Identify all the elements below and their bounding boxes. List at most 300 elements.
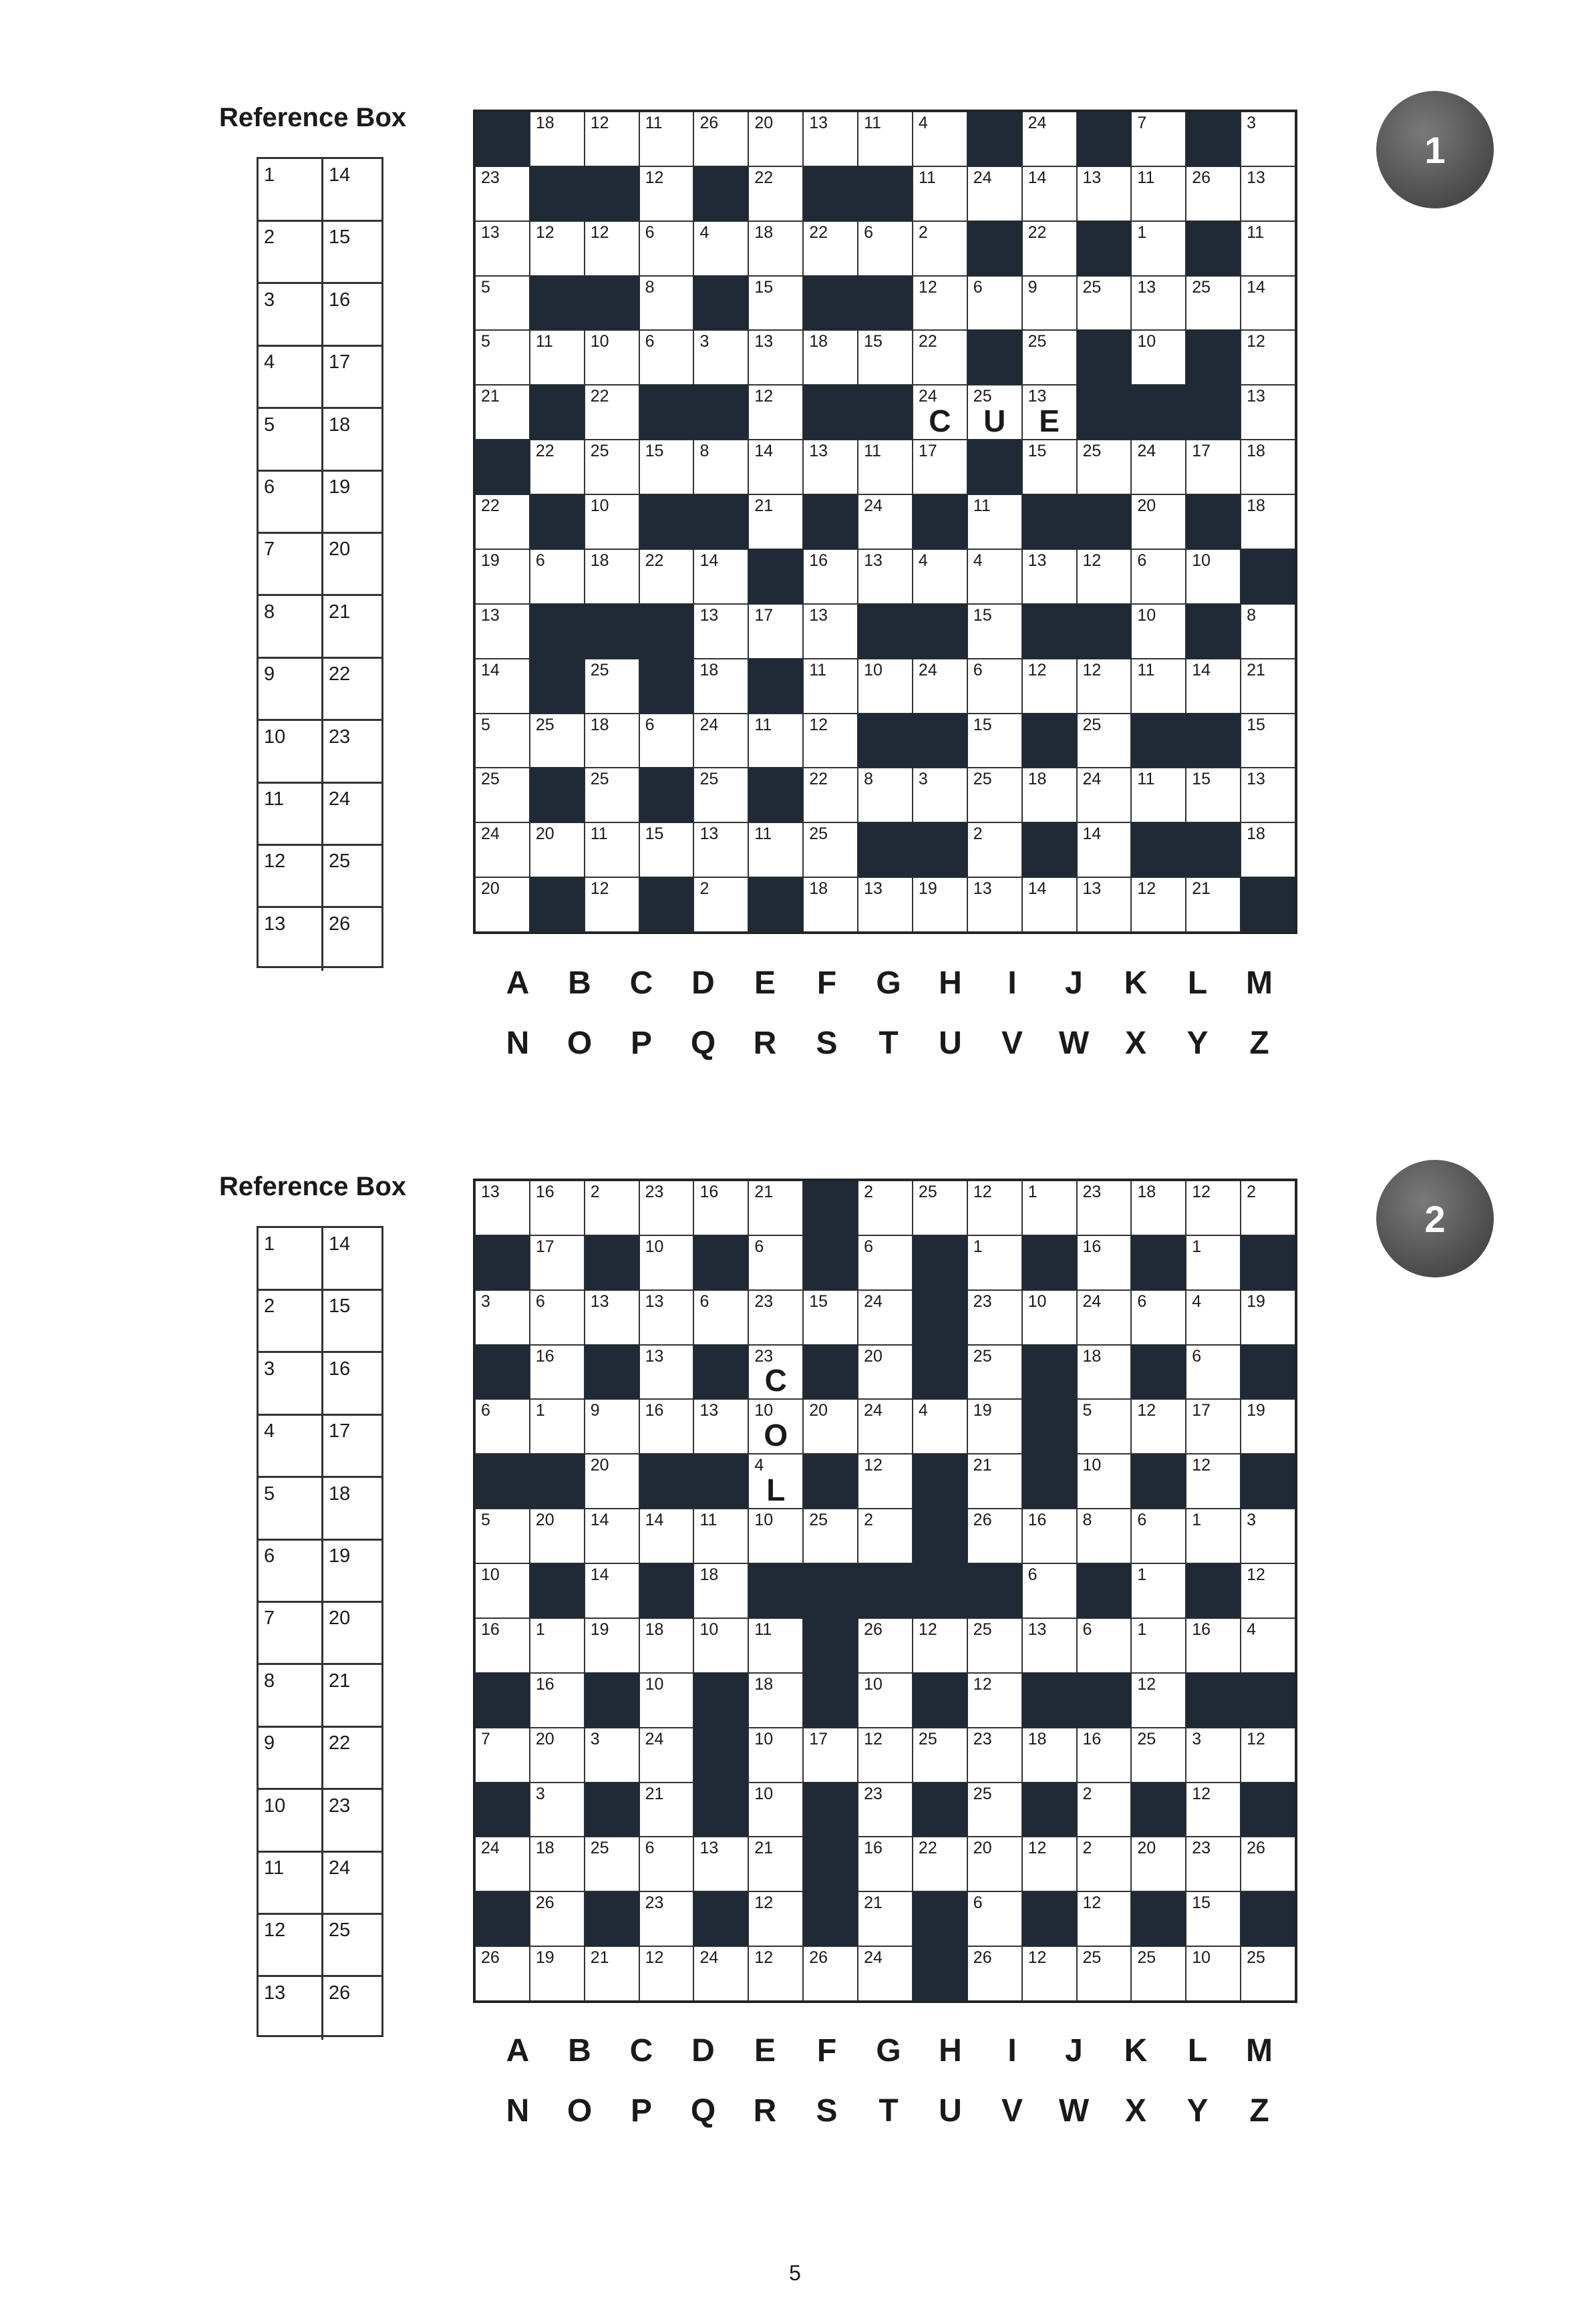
grid-cell[interactable] [693,1509,748,1563]
grid-cell[interactable] [803,1399,858,1454]
grid-cell[interactable] [693,822,748,877]
grid-cell[interactable] [967,1509,1022,1563]
grid-cell[interactable] [475,221,530,276]
grid-cell[interactable] [639,1345,694,1400]
grid-cell[interactable] [748,166,803,221]
grid-cell[interactable] [639,1891,694,1946]
grid-cell[interactable] [1186,768,1241,822]
reference-cell[interactable]: 15 [321,1290,385,1351]
grid-cell[interactable] [1186,877,1241,932]
grid-cell[interactable] [858,1783,913,1837]
grid-cell[interactable] [1022,330,1077,385]
grid-cell[interactable] [1022,221,1077,276]
grid-cell[interactable] [1241,221,1295,276]
grid-cell[interactable] [1241,1181,1295,1235]
grid-cell[interactable] [530,440,585,494]
grid-cell[interactable] [1241,714,1295,768]
grid-cell[interactable] [1131,1563,1186,1618]
grid-cell[interactable] [475,768,530,822]
grid-cell[interactable] [585,330,639,385]
grid-cell[interactable] [748,221,803,276]
grid-cell[interactable] [1241,1509,1295,1563]
reference-cell[interactable]: 24 [321,1852,385,1913]
grid-cell[interactable] [530,1235,585,1290]
grid-cell[interactable] [475,1728,530,1783]
grid-cell[interactable] [858,494,913,549]
grid-cell[interactable] [1186,659,1241,714]
grid-cell[interactable] [913,1399,967,1454]
grid-cell[interactable] [1186,1181,1241,1235]
grid-cell[interactable] [748,1728,803,1783]
alphabet-letter[interactable]: B [568,965,591,1001]
grid-cell[interactable] [475,1837,530,1891]
grid-cell[interactable] [1131,1728,1186,1783]
grid-cell[interactable] [967,1673,1022,1728]
grid-cell[interactable] [803,1728,858,1783]
grid-cell[interactable] [639,549,694,604]
grid-cell[interactable] [693,1618,748,1673]
grid-cell[interactable] [858,112,913,166]
grid-cell[interactable] [639,1728,694,1783]
grid-cell[interactable] [1022,440,1077,494]
grid-cell[interactable] [475,1290,530,1345]
grid-cell[interactable] [1241,166,1295,221]
grid-cell[interactable] [530,714,585,768]
reference-cell[interactable]: 7 [264,539,275,561]
alphabet-letter[interactable]: U [939,1026,962,1061]
grid-cell[interactable] [475,1399,530,1454]
reference-cell[interactable]: 1 [264,164,275,186]
grid-cell[interactable] [858,1509,913,1563]
grid-cell[interactable] [1131,659,1186,714]
grid-cell[interactable] [1077,549,1132,604]
grid-cell[interactable] [913,1618,967,1673]
grid-cell[interactable] [858,549,913,604]
alphabet-letter[interactable]: X [1124,1026,1146,1061]
reference-cell[interactable]: 17 [321,1415,385,1476]
grid-cell[interactable] [803,330,858,385]
grid-cell[interactable] [1241,330,1295,385]
grid-cell[interactable] [858,1235,913,1290]
grid-cell[interactable] [803,768,858,822]
grid-cell[interactable] [693,1290,748,1345]
grid-cell[interactable] [639,1290,694,1345]
grid-cell[interactable] [858,1837,913,1891]
grid-cell[interactable] [1186,166,1241,221]
alphabet-letter[interactable]: N [506,2093,530,2129]
grid-cell[interactable] [585,440,639,494]
grid-cell[interactable] [1077,1399,1132,1454]
alphabet-letter[interactable]: C [629,2033,653,2068]
grid-cell[interactable] [1131,1618,1186,1673]
grid-cell[interactable] [475,1618,530,1673]
grid-cell[interactable] [475,385,530,440]
grid-cell[interactable] [530,1728,585,1783]
grid-cell[interactable] [1077,1235,1132,1290]
grid-cell[interactable] [748,494,803,549]
grid-cell[interactable] [748,112,803,166]
grid-cell[interactable] [967,659,1022,714]
grid-cell[interactable] [1241,112,1295,166]
grid-cell[interactable] [967,494,1022,549]
reference-cell[interactable]: 16 [321,284,385,345]
grid-cell[interactable] [803,822,858,877]
alphabet-letter[interactable]: B [568,2033,591,2068]
grid-cell[interactable] [585,1563,639,1618]
alphabet-letter[interactable]: F [816,2033,837,2068]
grid-cell[interactable] [803,440,858,494]
grid-cell[interactable] [1131,1837,1186,1891]
reference-cell[interactable]: 5 [264,414,275,436]
grid-cell[interactable] [585,1837,639,1891]
reference-cell[interactable]: 3 [264,289,275,311]
grid-cell[interactable] [748,1783,803,1837]
alphabet-letter[interactable]: T [879,1026,899,1061]
alphabet-letter[interactable]: O [567,2093,593,2129]
grid-cell[interactable] [1186,276,1241,331]
alphabet-letter[interactable]: J [1065,965,1083,1001]
alphabet-letter[interactable]: C [629,965,653,1001]
reference-cell[interactable]: 26 [321,1977,385,2040]
alphabet-letter[interactable]: Z [1249,1026,1269,1061]
grid-cell[interactable] [1077,1454,1132,1509]
grid-cell[interactable] [1022,549,1077,604]
grid-cell[interactable] [1131,1399,1186,1454]
grid-cell[interactable] [913,221,967,276]
grid-cell[interactable] [639,822,694,877]
grid-cell[interactable] [1022,112,1077,166]
grid-cell[interactable] [858,1181,913,1235]
grid-cell[interactable] [1022,1946,1077,2001]
grid-cell[interactable] [1186,1399,1241,1454]
grid-cell[interactable] [858,1618,913,1673]
grid-cell[interactable] [967,276,1022,331]
grid-cell[interactable] [803,549,858,604]
grid-cell[interactable] [967,1290,1022,1345]
grid-cell[interactable] [1131,1673,1186,1728]
reference-cell[interactable]: 14 [321,159,385,220]
grid-cell[interactable] [1186,1235,1241,1290]
grid-cell[interactable] [475,877,530,932]
grid-cell[interactable] [1241,385,1295,440]
grid-cell[interactable] [693,877,748,932]
grid-cell[interactable] [1131,330,1186,385]
grid-cell[interactable] [967,822,1022,877]
grid-cell[interactable] [967,768,1022,822]
grid-cell[interactable] [1022,1728,1077,1783]
grid-cell[interactable] [913,659,967,714]
grid-cell[interactable] [748,1290,803,1345]
grid-cell[interactable] [693,714,748,768]
reference-cell[interactable]: 2 [264,1295,275,1318]
grid-cell[interactable] [530,1345,585,1400]
alphabet-letter[interactable]: G [876,2033,901,2068]
grid-cell[interactable] [1186,1509,1241,1563]
grid-cell[interactable] [639,1673,694,1728]
alphabet-letter[interactable]: G [876,965,901,1001]
grid-cell[interactable] [913,330,967,385]
grid-cell[interactable] [913,276,967,331]
grid-cell[interactable] [585,822,639,877]
grid-cell[interactable] [748,1618,803,1673]
grid-cell[interactable] [693,112,748,166]
grid-cell[interactable] [748,1181,803,1235]
grid-cell[interactable] [639,330,694,385]
alphabet-letter[interactable]: E [754,2033,776,2068]
grid-cell[interactable] [748,1673,803,1728]
grid-cell[interactable] [858,330,913,385]
reference-cell[interactable]: 11 [264,1857,285,1879]
grid-cell[interactable] [858,1290,913,1345]
grid-cell[interactable] [585,1454,639,1509]
grid-cell[interactable] [639,276,694,331]
grid-cell[interactable] [530,822,585,877]
alphabet-letter[interactable]: H [939,965,962,1001]
grid-cell[interactable] [1131,494,1186,549]
grid-cell[interactable] [693,1563,748,1618]
alphabet-letter[interactable]: P [630,1026,652,1061]
reference-cell[interactable]: 8 [264,601,275,623]
grid-cell[interactable] [1077,1290,1132,1345]
grid-cell[interactable] [530,1946,585,2001]
grid-cell[interactable] [585,1290,639,1345]
reference-cell[interactable]: 25 [321,1914,385,1975]
grid-cell[interactable] [1077,1946,1132,2001]
reference-cell[interactable]: 18 [321,409,385,470]
grid-cell[interactable] [1077,440,1132,494]
grid-cell[interactable] [1241,768,1295,822]
grid-cell[interactable] [639,221,694,276]
grid-cell[interactable] [1077,1728,1132,1783]
reference-cell[interactable]: 5 [264,1483,275,1505]
grid-cell[interactable] [585,549,639,604]
reference-cell[interactable]: 17 [321,346,385,407]
grid-cell[interactable] [1131,221,1186,276]
grid-cell[interactable] [858,1673,913,1728]
grid-cell[interactable] [1241,1728,1295,1783]
grid-cell[interactable] [967,1783,1022,1837]
reference-cell[interactable]: 14 [321,1228,385,1289]
grid-cell[interactable] [530,1837,585,1891]
grid-cell[interactable] [585,659,639,714]
grid-cell[interactable] [1131,440,1186,494]
alphabet-letter[interactable]: P [630,2093,652,2129]
grid-cell[interactable] [1022,1509,1077,1563]
grid-cell[interactable] [748,276,803,331]
grid-cell[interactable] [913,1837,967,1891]
grid-cell[interactable] [1241,440,1295,494]
reference-cell[interactable]: 12 [264,1919,286,1942]
grid-cell[interactable] [1241,1399,1295,1454]
grid-cell[interactable] [967,166,1022,221]
alphabet-letter[interactable]: W [1058,1026,1090,1061]
grid-cell[interactable] [585,768,639,822]
grid-cell[interactable] [967,1728,1022,1783]
grid-cell[interactable] [475,1946,530,2001]
grid-cell[interactable] [1241,822,1295,877]
grid-cell[interactable] [639,440,694,494]
grid-cell[interactable] [530,221,585,276]
grid-cell[interactable] [913,768,967,822]
grid-cell[interactable] [967,1235,1022,1290]
reference-cell[interactable]: 13 [264,913,286,935]
grid-cell[interactable] [585,1399,639,1454]
grid-cell[interactable] [803,221,858,276]
reference-cell[interactable]: 1 [264,1233,275,1255]
alphabet-letter[interactable]: F [816,965,837,1001]
alphabet-letter[interactable]: K [1124,965,1148,1001]
grid-cell[interactable] [475,494,530,549]
grid-cell[interactable] [693,659,748,714]
alphabet-letter[interactable]: Q [690,1026,716,1061]
grid-cell[interactable] [585,221,639,276]
grid-cell[interactable] [858,1454,913,1509]
grid-cell[interactable] [639,166,694,221]
grid-cell[interactable] [475,822,530,877]
grid-cell[interactable] [748,714,803,768]
reference-cell[interactable]: 18 [321,1478,385,1539]
grid-cell[interactable] [858,1399,913,1454]
reference-cell[interactable]: 25 [321,845,385,906]
grid-cell[interactable] [1186,1345,1241,1400]
grid-cell[interactable] [639,112,694,166]
grid-cell[interactable] [530,549,585,604]
grid-cell[interactable] [1241,1290,1295,1345]
grid-cell[interactable] [1077,1783,1132,1837]
grid-cell[interactable] [1131,604,1186,659]
grid-cell[interactable] [1186,1728,1241,1783]
reference-cell[interactable]: 22 [321,658,385,719]
grid-cell[interactable] [1186,1454,1241,1509]
grid-cell[interactable] [858,221,913,276]
grid-cell[interactable] [967,1891,1022,1946]
grid-cell[interactable] [858,1946,913,2001]
grid-cell[interactable] [693,768,748,822]
grid-cell[interactable] [475,166,530,221]
reference-cell[interactable]: 20 [321,533,385,594]
grid-cell[interactable] [530,1673,585,1728]
grid-cell[interactable] [967,1181,1022,1235]
grid-cell[interactable] [913,877,967,932]
reference-cell[interactable]: 3 [264,1358,275,1380]
alphabet-letter[interactable]: M [1246,2033,1273,2068]
reference-cell[interactable]: 21 [321,1665,385,1726]
reference-cell[interactable]: 23 [321,1790,385,1851]
grid-cell[interactable] [748,1454,803,1509]
alphabet-letter[interactable]: S [816,1026,838,1061]
grid-cell[interactable] [530,1181,585,1235]
grid-cell[interactable] [1077,276,1132,331]
grid-cell[interactable] [1131,1509,1186,1563]
reference-cell[interactable]: 22 [321,1727,385,1788]
grid-cell[interactable] [748,330,803,385]
grid-cell[interactable] [1077,714,1132,768]
grid-cell[interactable] [1186,1618,1241,1673]
reference-cell[interactable]: 8 [264,1670,275,1692]
grid-cell[interactable] [1077,1345,1132,1400]
grid-cell[interactable] [475,714,530,768]
reference-cell[interactable]: 19 [321,1540,385,1601]
reference-cell[interactable]: 12 [264,851,286,873]
grid-cell[interactable] [585,1728,639,1783]
grid-cell[interactable] [475,549,530,604]
grid-cell[interactable] [585,494,639,549]
grid-cell[interactable] [748,440,803,494]
grid-cell[interactable] [748,1399,803,1454]
grid-cell[interactable] [1022,1837,1077,1891]
reference-cell[interactable]: 7 [264,1607,275,1630]
reference-cell[interactable]: 26 [321,908,385,971]
reference-cell[interactable]: 2 [264,226,275,249]
grid-cell[interactable] [475,659,530,714]
grid-cell[interactable] [858,1728,913,1783]
grid-cell[interactable] [1022,385,1077,440]
alphabet-letter[interactable]: D [691,965,715,1001]
grid-cell[interactable] [1077,1618,1132,1673]
grid-cell[interactable] [639,1399,694,1454]
grid-cell[interactable] [1131,276,1186,331]
grid-cell[interactable] [1241,1618,1295,1673]
grid-cell[interactable] [1186,1946,1241,2001]
grid-cell[interactable] [913,385,967,440]
grid-cell[interactable] [693,1399,748,1454]
grid-cell[interactable] [748,1837,803,1891]
grid-cell[interactable] [1077,822,1132,877]
grid-cell[interactable] [858,1345,913,1400]
grid-cell[interactable] [967,714,1022,768]
grid-cell[interactable] [693,440,748,494]
grid-cell[interactable] [967,549,1022,604]
grid-cell[interactable] [530,1618,585,1673]
grid-cell[interactable] [967,1837,1022,1891]
grid-cell[interactable] [530,1891,585,1946]
grid-cell[interactable] [693,221,748,276]
grid-cell[interactable] [530,330,585,385]
grid-cell[interactable] [803,112,858,166]
grid-cell[interactable] [967,1399,1022,1454]
grid-cell[interactable] [1241,659,1295,714]
grid-cell[interactable] [967,877,1022,932]
alphabet-letter[interactable]: T [879,2093,899,2129]
grid-cell[interactable] [639,1509,694,1563]
grid-cell[interactable] [639,1235,694,1290]
grid-cell[interactable] [639,1618,694,1673]
reference-cell[interactable]: 4 [264,1420,275,1442]
alphabet-letter[interactable]: Y [1186,1026,1209,1061]
grid-cell[interactable] [1131,112,1186,166]
grid-cell[interactable] [1131,877,1186,932]
alphabet-letter[interactable]: X [1124,2093,1146,2129]
grid-cell[interactable] [475,1563,530,1618]
reference-cell[interactable]: 6 [264,1545,275,1567]
grid-cell[interactable] [967,1618,1022,1673]
grid-cell[interactable] [1131,768,1186,822]
grid-cell[interactable] [1077,768,1132,822]
alphabet-letter[interactable]: S [816,2093,838,2129]
alphabet-letter[interactable]: O [567,1026,593,1061]
grid-cell[interactable] [967,1345,1022,1400]
alphabet-letter[interactable]: Q [690,2093,716,2129]
reference-cell[interactable]: 16 [321,1353,385,1414]
grid-cell[interactable] [748,822,803,877]
grid-cell[interactable] [693,549,748,604]
grid-cell[interactable] [913,549,967,604]
grid-cell[interactable] [530,1399,585,1454]
alphabet-letter[interactable]: I [1007,965,1017,1001]
grid-cell[interactable] [748,1946,803,2001]
grid-cell[interactable] [858,440,913,494]
grid-cell[interactable] [1131,1181,1186,1235]
